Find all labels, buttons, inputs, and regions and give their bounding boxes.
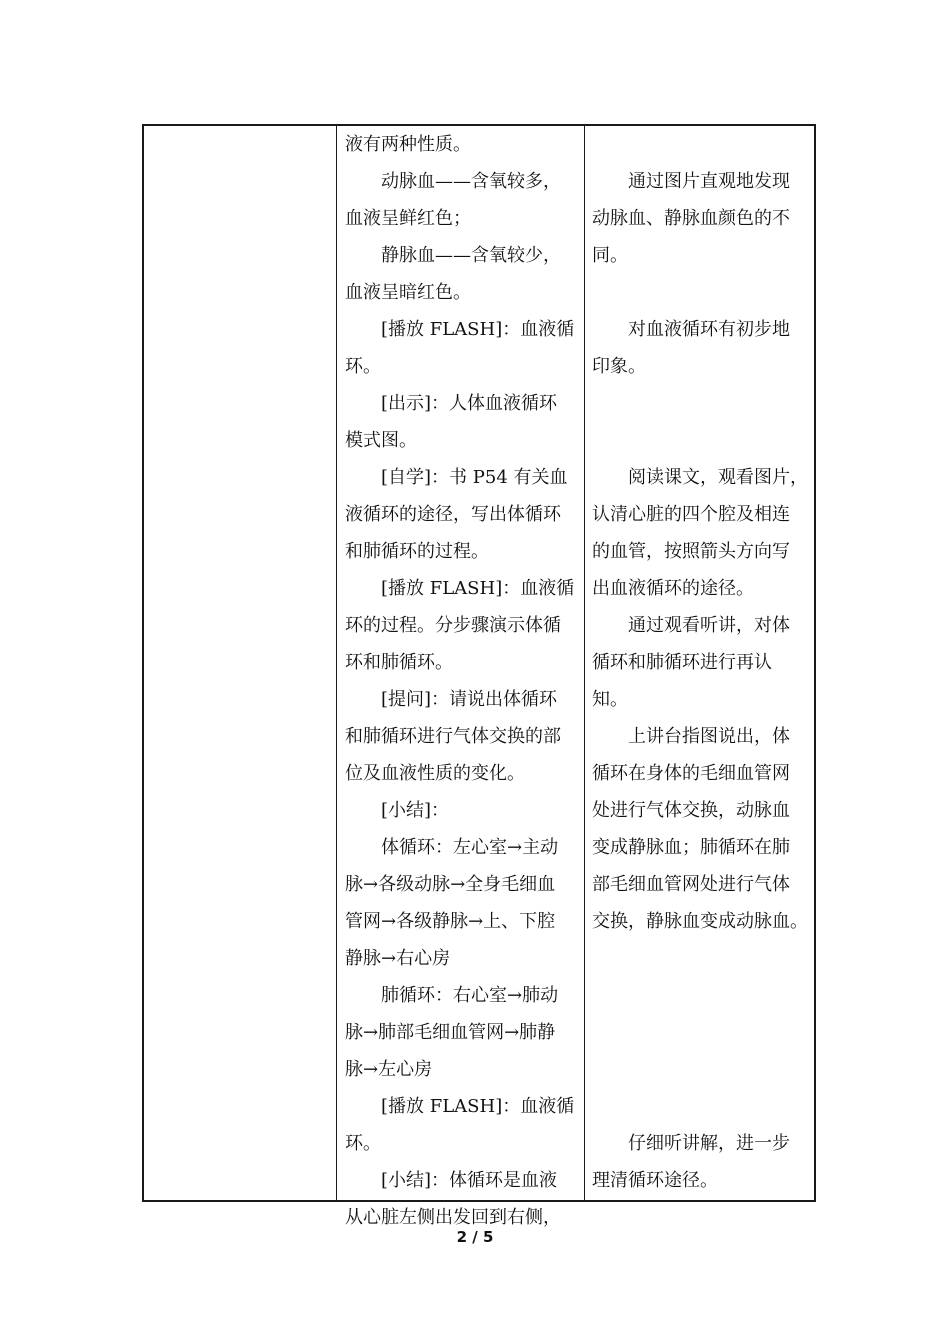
- teacher-activity-line: 脉→左心房: [345, 1059, 433, 1080]
- teacher-activity-line: [提问]：请说出体循环: [381, 689, 558, 710]
- teacher-activity-line: 液循环的途径，写出体循环: [345, 504, 561, 525]
- student-activity-line: 循环在身体的毛细血管网: [592, 763, 790, 784]
- student-activity-line: 通过观看听讲，对体: [628, 615, 790, 636]
- teacher-activity-line: 模式图。: [345, 430, 417, 451]
- teacher-activity-line: 液有两种性质。: [345, 134, 471, 155]
- student-activity-line: 认清心脏的四个腔及相连: [592, 504, 790, 525]
- teacher-activity-line: 管网→各级静脉→上、下腔: [345, 911, 556, 932]
- teacher-activity-line: 血液呈鲜红色；: [345, 208, 471, 229]
- teacher-activity-line: 环的过程。分步骤演示体循: [345, 615, 561, 636]
- student-activity-column: [592, 126, 806, 1200]
- teacher-activity-line: [出示]：人体血液循环: [381, 393, 558, 414]
- student-activity-line: [592, 1051, 806, 1088]
- student-activity-line: 动脉血、静脉血颜色的不: [592, 208, 790, 229]
- teacher-activity-line: [小结]：: [381, 800, 450, 821]
- student-activity-line: 的血管，按照箭头方向写: [592, 541, 790, 562]
- teacher-activity-line: 从心脏左侧出发回到右侧，: [345, 1207, 561, 1228]
- student-activity-line: 仔细听讲解，进一步: [628, 1133, 790, 1154]
- student-activity-line: 理清循环途径。: [592, 1170, 718, 1191]
- student-activity-line: [592, 274, 806, 311]
- teacher-activity-line: 位及血液性质的变化。: [345, 763, 525, 784]
- teacher-activity-line: 脉→肺部毛细血管网→肺静: [345, 1022, 556, 1043]
- teacher-activity-line: 环。: [345, 356, 381, 377]
- student-activity-line: 出血液循环的途径。: [592, 578, 754, 599]
- student-activity-line: [592, 977, 806, 1014]
- column-divider-right: [584, 126, 585, 1200]
- teacher-activity-line: [自学]：书 P54 有关血: [381, 467, 568, 488]
- teacher-activity-line: 环和肺循环。: [345, 652, 453, 673]
- teacher-activity-line: 静脉血——含氧较少，: [381, 245, 561, 266]
- teacher-activity-column: [345, 126, 577, 1228]
- page-number: 2 / 5: [456, 1228, 494, 1246]
- teacher-activity-line: 血液呈暗红色。: [345, 282, 471, 303]
- student-activity-line: 同。: [592, 245, 628, 266]
- teacher-activity-line: [小结]：体循环是血液: [381, 1170, 558, 1191]
- teacher-activity-line: 和肺循环的过程。: [345, 541, 489, 562]
- teacher-activity-line: 静脉→右心房: [345, 948, 451, 969]
- student-activity-line: 对血液循环有初步地: [628, 319, 790, 340]
- student-activity-line: [592, 422, 806, 459]
- teacher-activity-line: 体循环：左心室→主动: [381, 837, 559, 858]
- student-activity-line: [592, 385, 806, 422]
- lesson-table: [142, 124, 816, 1228]
- teacher-activity-line: 和肺循环进行气体交换的部: [345, 726, 561, 747]
- student-activity-line: 交换，静脉血变成动脉血。: [592, 911, 808, 932]
- teacher-activity-line: [播放 FLASH]：血液循: [381, 319, 575, 340]
- student-activity-line: 上讲台指图说出，体: [628, 726, 790, 747]
- student-activity-line: 印象。: [592, 356, 646, 377]
- column-divider-left: [336, 126, 337, 1200]
- student-activity-line: [592, 940, 806, 977]
- student-activity-line: 循环和肺循环进行再认: [592, 652, 772, 673]
- teacher-activity-line: 肺循环：右心室→肺动: [381, 985, 559, 1006]
- student-activity-line: 处进行气体交换，动脉血: [592, 800, 790, 821]
- teacher-activity-line: [播放 FLASH]：血液循: [381, 578, 575, 599]
- student-activity-line: 变成静脉血；肺循环在肺: [592, 837, 790, 858]
- student-activity-line: [592, 1088, 806, 1125]
- teacher-activity-line: 环。: [345, 1133, 381, 1154]
- student-activity-line: [592, 126, 806, 163]
- student-activity-line: 知。: [592, 689, 628, 710]
- student-activity-line: [592, 1014, 806, 1051]
- student-activity-line: 部毛细血管网处进行气体: [592, 874, 790, 895]
- teacher-activity-line: 脉→各级动脉→全身毛细血: [345, 874, 556, 895]
- student-activity-line: 通过图片直观地发现: [628, 171, 790, 192]
- student-activity-line: 阅读课文，观看图片，: [628, 467, 808, 488]
- teacher-activity-line: 动脉血——含氧较多，: [381, 171, 561, 192]
- teacher-activity-line: [播放 FLASH]：血液循: [381, 1096, 575, 1117]
